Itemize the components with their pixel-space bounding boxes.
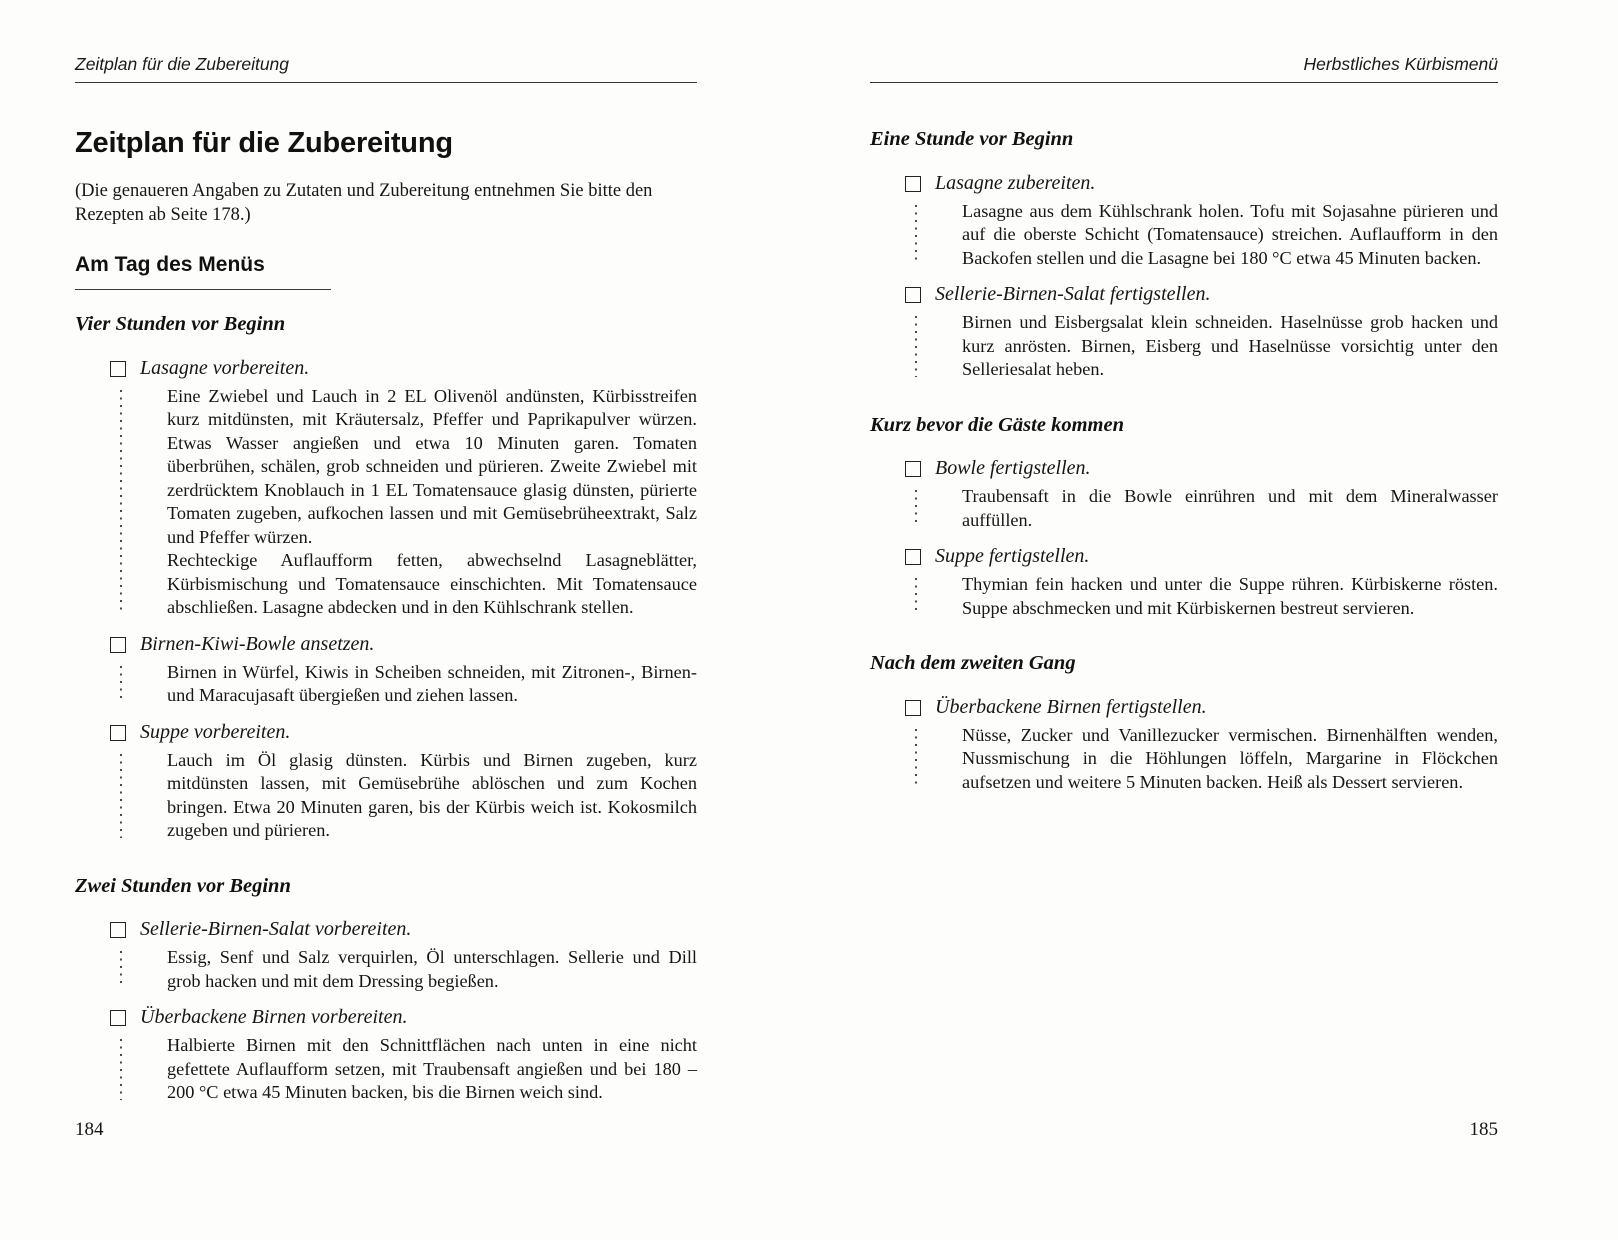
task-item [75,633,697,708]
task-item [75,1006,697,1105]
task-item [870,696,1498,795]
checkbox-icon [905,461,921,477]
task-title-row [75,918,697,941]
task-title: Bowle fertigstellen. [935,457,1091,479]
task-title: Lasagne vorbereiten. [140,356,310,379]
task-title-row [870,283,1498,306]
subheading-block [75,253,331,290]
task-body [915,200,1498,271]
page-title: Zeitplan für die Zubereitung [75,127,453,159]
checkbox-icon [110,725,126,741]
task-title-row [870,545,1498,568]
page-number-left: 184 [75,1119,104,1140]
task-paragraph: Essig, Senf und Salz verquirlen, Öl unterschlagen. Sellerie und Dill grob hacken und mit dem Dressing begießen. [167,947,697,991]
task-item [870,457,1498,532]
task-paragraph: Lauch im Öl glasig dünsten. Kürbis und Birnen zugeben, kurz mitdünsten lassen, mit Gemüsebrühe ablöschen und zum Kochen bringen. Etwa 20 Minuten garen, bis der Kürbis weich ist. Kokosmilch zugeben und pürieren. [167,749,697,841]
task-body [915,573,1498,620]
running-head-rule-left [75,82,697,83]
task-title: Sellerie-Birnen-Salat fertigstellen. [935,283,1211,305]
task-title: Überbackene Birnen vorbereiten. [140,1006,408,1029]
task-body [915,724,1498,795]
task-paragraph: Rechteckige Auflaufform fetten, abwechselnd Lasagneblätter, Kürbismischung und Tomatensauce einschichten. Mit Tomatensauce abschließen. Lasagne abdecken und in den Kühlschrank stellen. [167,550,697,618]
page-number-right: 185 [1469,1119,1498,1140]
task-item [870,172,1498,271]
subheading: Am Tag des Menüs [75,253,265,277]
task-paragraph: Lasagne aus dem Kühlschrank holen. Tofu mit Sojasahne pürieren und auf die oberste Schicht (Tomatensauce) streichen. Auflaufform in den Backofen stellen und die Lasagne bei 180 °C etwa 45 Minuten backen. [962,200,1498,268]
task-item [870,545,1498,620]
intro-note: (Die genaueren Angaben zu Zutaten und Zubereitung entnehmen Sie bitte den Rezepten ab Seite 178.) [75,181,653,226]
task-item [870,283,1498,382]
page-right [870,0,1498,1240]
checkbox-icon [110,361,126,377]
task-paragraph: Eine Zwiebel und Lauch in 2 EL Olivenöl andünsten, Kürbisstreifen kurz mitdünsten, mit Kräutersalz, Pfeffer und Paprikapulver würzen. Etwas Wasser angießen und etwa 10 Minuten garen. Tomaten überbrühen, schälen, grob schneiden und pürieren. Zweite Zwiebel mit zerdrücktem Knoblauch in 1 EL Tomatensauce glasig dünsten, pürierte Tomaten zugeben, aufkochen lassen und mit Gemüsebrüheextrakt, Salz und Pfeffer würzen. [167,385,697,547]
task-title-row [870,457,1498,480]
task-title: Birnen-Kiwi-Bowle ansetzen. [140,632,375,655]
task-item [75,918,697,993]
task-title-row [75,1006,697,1029]
checkbox-icon [905,549,921,565]
task-body [120,385,697,620]
task-body [120,1034,697,1105]
task-body [120,946,697,993]
task-title: Suppe vorbereiten. [140,720,291,743]
task-paragraph: Birnen und Eisbergsalat klein schneiden. Haselnüsse grob hacken und kurz anrösten. Birnen, Eisberg und Haselnüsse vorsichtig unter den Selleriesalat heben. [962,312,1498,379]
task-title-row [870,172,1498,195]
task-item [75,721,697,843]
checkbox-icon [110,1010,126,1026]
task-paragraph: Birnen in Würfel, Kiwis in Scheiben schneiden, mit Zitronen-, Birnen- und Maracujasaft übergießen und ziehen lassen. [167,661,697,706]
running-head-right: Herbstliches Kürbismenü [1303,54,1498,74]
page-left [75,0,697,1240]
running-head-left: Zeitplan für die Zubereitung [75,54,290,74]
task-paragraph: Halbierte Birnen mit den Schnittflächen nach unten in eine nicht gefettete Auflaufform setzen, mit Traubensaft angießen und bei 180 – 200 °C etwa 45 Minuten backen, bis die Birnen weich sind. [167,1035,697,1103]
section-heading: Kurz bevor die Gäste kommen [870,413,1124,436]
task-item [75,357,697,620]
task-title: Sellerie-Birnen-Salat vorbereiten. [140,918,412,941]
task-paragraph: Nüsse, Zucker und Vanillezucker vermischen. Birnenhälften wenden, Nussmischung in die Höhlungen löffeln, Margarine in Flöckchen aufsetzen und weitere 5 Minuten backen. Heiß als Dessert servieren. [962,724,1498,792]
task-title-row [870,696,1498,719]
task-title-row [75,357,697,380]
task-body [120,661,697,708]
task-body [120,749,697,843]
checkbox-icon [110,922,126,938]
section-heading: Vier Stunden vor Beginn [75,313,286,336]
task-body [915,311,1498,382]
task-title-row [75,721,697,744]
task-paragraph: Thymian fein hacken und unter die Suppe rühren. Kürbiskerne rösten. Suppe abschmecken und mit Kürbiskernen bestreut servieren. [962,574,1498,618]
task-title: Suppe fertigstellen. [935,545,1090,567]
section-heading: Eine Stunde vor Beginn [870,128,1074,150]
task-title-row [75,633,697,656]
running-head-rule-right [870,82,1498,83]
checkbox-icon [905,287,921,303]
section-heading: Nach dem zweiten Gang [870,652,1076,674]
task-title: Überbackene Birnen fertigstellen. [935,695,1207,718]
task-title: Lasagne zubereiten. [935,171,1096,194]
checkbox-icon [905,700,921,716]
section-heading: Zwei Stunden vor Beginn [75,874,291,897]
task-paragraph: Traubensaft in die Bowle einrühren und mit dem Mineralwasser auffüllen. [962,486,1498,530]
checkbox-icon [905,176,921,192]
task-body [915,485,1498,532]
checkbox-icon [110,637,126,653]
